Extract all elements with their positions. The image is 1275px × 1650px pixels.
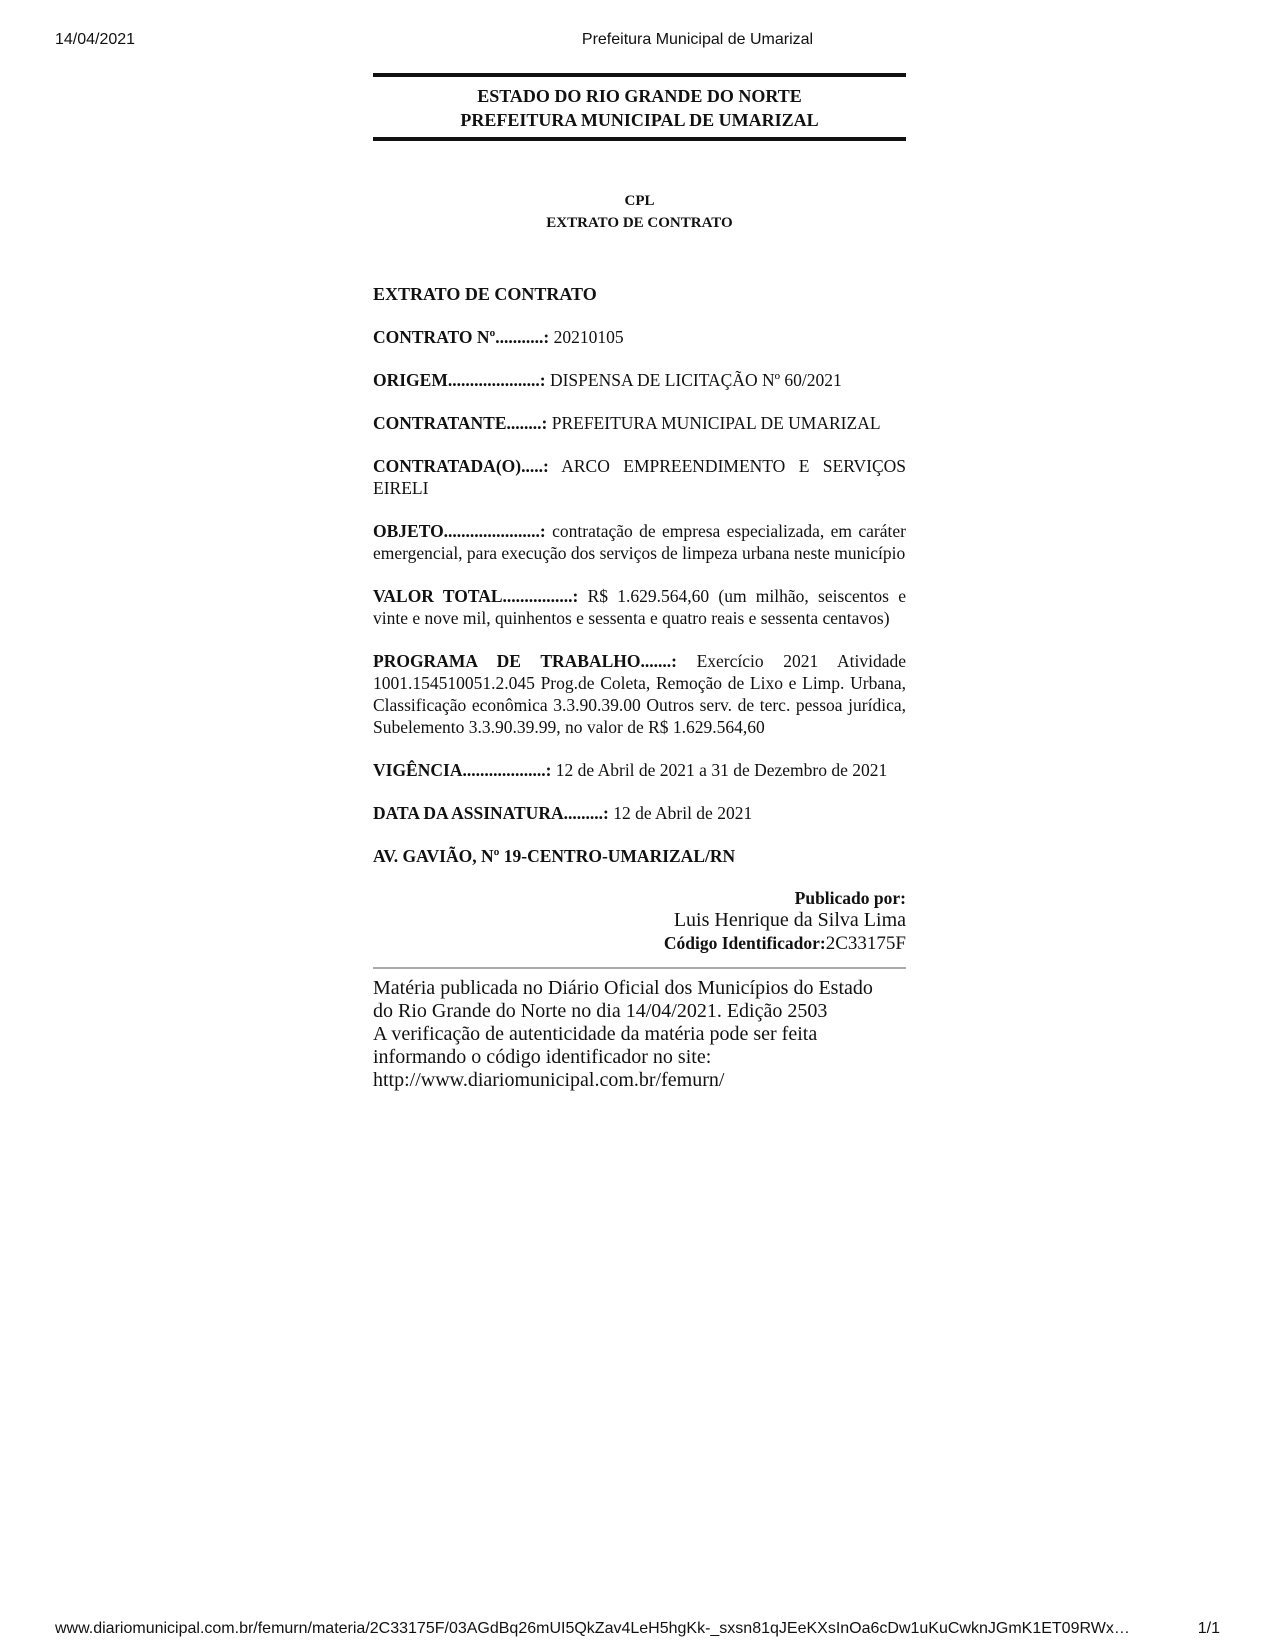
field-value: Exercício 2021 Atividade 1001.154510051.2.045 Prog.de Coleta, Remoção de Lixo e Limp. Urbana, Classificação econômica 3.3.90.39.00 Outros serv. de terc. pessoa jurídica, Subelemento 3.3.90.39.99, no valor de R$ 1.629.564,60 [373,651,906,737]
section-org: CPL [624,193,655,209]
field-value: R$ 1.629.564,60 (um milhão, seiscentos e vinte e nove mil, quinhentos e sessenta e quatro reais e sessenta centavos) [373,586,906,628]
publisher-name: Luis Henrique da Silva Lima [673,909,906,931]
identifier-line [373,932,906,955]
notice-url[interactable]: http://www.diariomunicipal.com.br/femurn/ [373,1069,725,1091]
header-municipality: PREFEITURA MUNICIPAL DE UMARIZAL [460,110,819,130]
field-contratante [373,412,906,434]
field-contrato [373,326,906,348]
notice-line: Matéria publicada no Diário Oficial dos Municípios do Estado [373,977,873,999]
document [373,73,906,1092]
field-label: PROGRAMA DE TRABALHO.......: [373,651,677,671]
field-value: DISPENSA DE LICITAÇÃO Nº 60/2021 [545,370,842,390]
field-label: DATA DA ASSINATURA.........: [373,803,609,823]
field-programa-trabalho [373,650,906,738]
field-value: 12 de Abril de 2021 a 31 de Dezembro de 2021 [551,760,888,780]
header-bottom-rule [373,137,906,141]
publisher-block [373,887,906,955]
field-value: PREFEITURA MUNICIPAL DE UMARIZAL [547,413,881,433]
field-origem [373,369,906,391]
field-value: 12 de Abril de 2021 [608,803,753,823]
notice-divider [373,967,906,969]
notice-line: informando o código identificador no site: [373,1046,712,1068]
field-value: contratação de empresa especializada, em caráter emergencial, para execução dos serviços de limpeza urbana neste município [373,521,906,563]
notice-line: A verificação de autenticidade da matéria pode ser feita [373,1023,818,1045]
field-label: CONTRATANTE........: [373,413,548,433]
section-title: EXTRATO DE CONTRATO [546,215,733,231]
doc-heading: EXTRATO DE CONTRATO [373,284,597,304]
print-date: 14/04/2021 [55,31,136,48]
identifier-label: Código Identificador: [663,933,826,953]
publication-notice [373,977,906,1092]
field-label: VALOR TOTAL................: [373,586,579,606]
field-label: ORIGEM.....................: [373,370,546,390]
notice-line: do Rio Grande do Norte no dia 14/04/2021. Edição 2503 [373,1000,828,1022]
document-header [373,77,906,137]
identifier-code: 2C33175F [825,933,906,954]
print-page-title: Prefeitura Municipal de Umarizal [581,31,814,48]
field-valor-total [373,585,906,629]
field-contratada [373,455,906,499]
field-label: OBJETO......................: [373,521,546,541]
address: AV. GAVIÃO, Nº 19-CENTRO-UMARIZAL/RN [373,846,736,866]
field-value: ARCO EMPREENDIMENTO E SERVIÇOS EIRELI [373,456,906,498]
field-objeto [373,520,906,564]
field-label: VIGÊNCIA...................: [373,760,552,780]
print-url: www.diariomunicipal.com.br/femurn/materia/2C33175F/03AGdBq26mUI5QkZav4LeH5hgKk-_sxsn81qJEeKXsInOa6cDw1uKuCwknJGmK1ET09RWx… [55,1620,1130,1637]
field-label: CONTRATO Nº...........: [373,327,550,347]
field-label: CONTRATADA(O).....: [373,456,549,476]
field-vigencia [373,759,906,781]
publisher-label: Publicado por: [794,888,906,908]
field-value: 20210105 [549,327,624,347]
field-data-assinatura [373,802,906,824]
header-state: ESTADO DO RIO GRANDE DO NORTE [477,86,802,106]
print-page-number: 1/1 [1197,1620,1220,1637]
